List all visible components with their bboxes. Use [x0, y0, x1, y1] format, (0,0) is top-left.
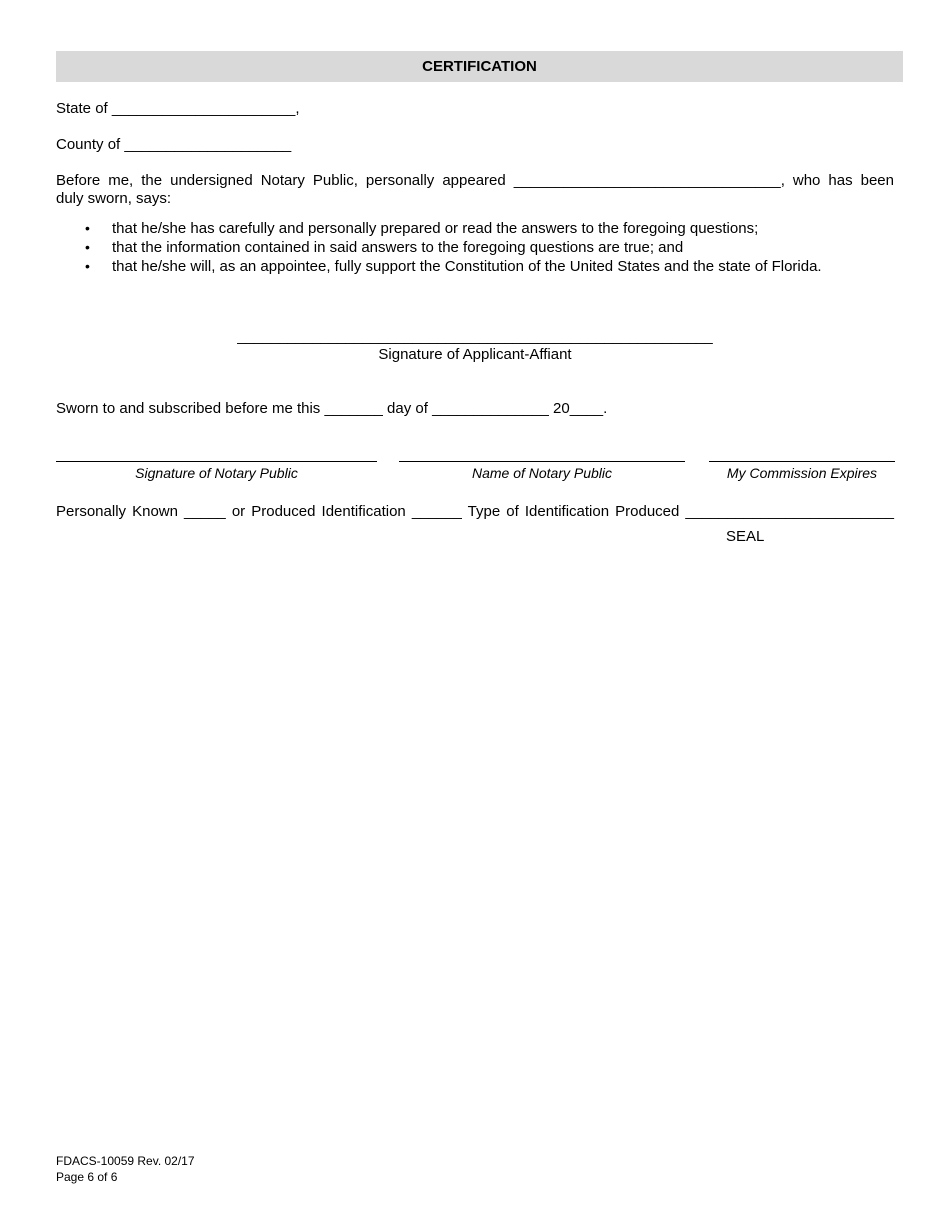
applicant-signature-label: Signature of Applicant-Affiant: [378, 346, 572, 363]
notary-signature-rule: [56, 461, 377, 462]
sworn-statements-list: [56, 219, 896, 276]
section-title: CERTIFICATION: [422, 58, 537, 75]
list-item: • that he/she has carefully and personally prepared or read the answers to the foregoing questions;: [56, 219, 896, 238]
list-item: • that he/she will, as an appointee, fully support the Constitution of the United States and the state of Florida.: [56, 257, 896, 276]
commission-expires-rule: [709, 461, 895, 462]
state-line: State of ______________________,: [56, 100, 300, 117]
sworn-subscribed-line: Sworn to and subscribed before me this _______ day of ______________ 20____.: [56, 400, 608, 417]
county-line: County of ____________________: [56, 136, 292, 153]
form-number: FDACS-10059 Rev. 02/17: [56, 1154, 195, 1168]
applicant-signature-line: _________________________________________________________: [237, 328, 713, 345]
notary-signature-label: Signature of Notary Public: [135, 465, 298, 481]
identification-line: Personally Known _____ or Produced Identification ______ Type of Identification Produced _________________________: [56, 503, 894, 520]
page-number: Page 6 of 6: [56, 1170, 118, 1184]
seal-label: SEAL: [726, 528, 765, 545]
before-me-statement-line1: Before me, the undersigned Notary Public, personally appeared ________________________________, who has been: [56, 172, 894, 189]
notary-name-rule: [399, 461, 685, 462]
notary-name-label: Name of Notary Public: [471, 465, 613, 481]
section-title-bar: [56, 51, 903, 82]
before-me-statement-line2: duly sworn, says:: [56, 190, 172, 207]
list-item: • that the information contained in said answers to the foregoing questions are true; and: [56, 238, 896, 257]
commission-expires-label: My Commission Expires: [726, 465, 878, 481]
